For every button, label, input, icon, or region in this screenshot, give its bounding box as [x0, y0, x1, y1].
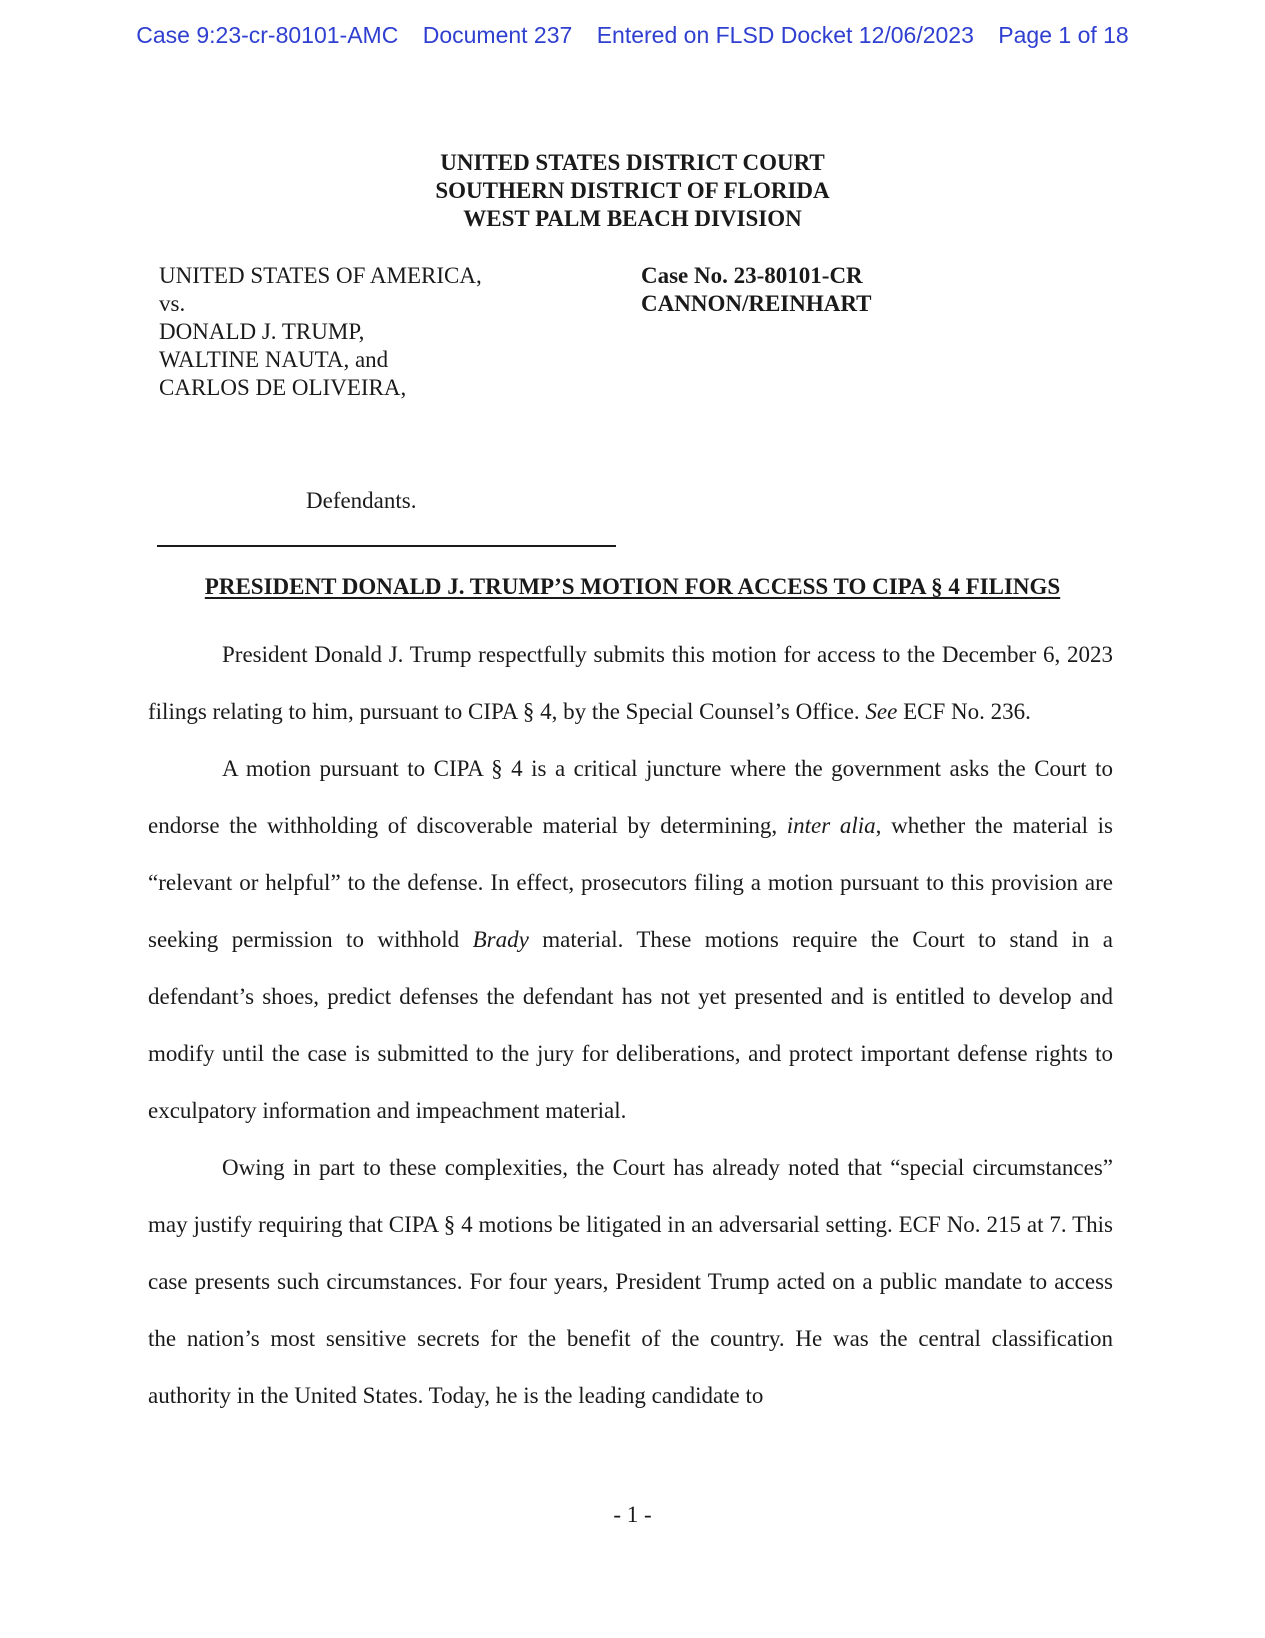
paragraph-1: President Donald J. Trump respectfully submits this motion for access to the December 6, 2023 filings relating to him, pursuant to CIPA § 4, by the Special Counsel’s Office. See ECF No. 236.	[148, 642, 1113, 724]
paragraph-2: A motion pursuant to CIPA § 4 is a critical juncture where the government asks the Court to endorse the withholding of discoverable material by determining, inter alia, whether the material is “relevant or helpful” to the defense. In effect, prosecutors filing a motion pursuant to this provision are seeking permission to withhold Brady material. These motions require the Court to stand in a defendant’s shoes, predict defenses the defendant has not yet presented and is entitled to develop and modify until the case is submitted to the jury for deliberations, and protect important defense rights to exculpatory information and impeachment material.	[148, 756, 1114, 1123]
inter-alia: inter alia	[786, 813, 876, 838]
docket-document-number: Document 237	[422, 22, 573, 48]
court-caption	[0, 149, 1265, 233]
docket-case-number: Case 9:23-cr-80101-AMC	[136, 22, 399, 48]
motion-body	[148, 626, 1113, 1424]
defendants-label: Defendants.	[306, 488, 417, 513]
versus: vs.	[159, 291, 186, 316]
court-district: SOUTHERN DISTRICT OF FLORIDA	[435, 178, 830, 203]
court-name: UNITED STATES DISTRICT COURT	[440, 150, 825, 175]
docket-entry-date: Entered on FLSD Docket 12/06/2023	[596, 22, 974, 48]
defendant-de-oliveira: CARLOS DE OLIVEIRA,	[159, 375, 407, 400]
defendant-nauta: WALTINE NAUTA, and	[159, 347, 389, 372]
assigned-judges: CANNON/REINHART	[641, 291, 872, 316]
case-number: Case No. 23-80101-CR	[641, 263, 863, 288]
case-parties	[159, 262, 482, 402]
paragraph-3: Owing in part to these complexities, the Court has already noted that “special circumstances” may justify requiring that CIPA § 4 motions be litigated in an adversarial setting. ECF No. 215 at 7. This case presents such circumstances. For four years, President Trump acted on a public mandate to access the nation’s most sensitive secrets for the benefit of the country. He was the central classification authority in the United States. Today, he is the leading candidate to	[148, 1155, 1113, 1408]
page-number: - 1 -	[613, 1502, 652, 1527]
defendant-trump: DONALD J. TRUMP,	[159, 319, 365, 344]
docket-page-count: Page 1 of 18	[998, 22, 1129, 48]
docket-header	[0, 22, 1265, 49]
court-division: WEST PALM BEACH DIVISION	[463, 206, 802, 231]
caption-divider	[157, 545, 616, 547]
case-number-block	[641, 262, 871, 318]
plaintiff: UNITED STATES OF AMERICA,	[159, 263, 482, 288]
see-signal: See	[865, 699, 898, 724]
motion-title: PRESIDENT DONALD J. TRUMP’S MOTION FOR ACCESS TO CIPA § 4 FILINGS	[204, 574, 1061, 599]
brady-term: Brady	[472, 927, 529, 952]
